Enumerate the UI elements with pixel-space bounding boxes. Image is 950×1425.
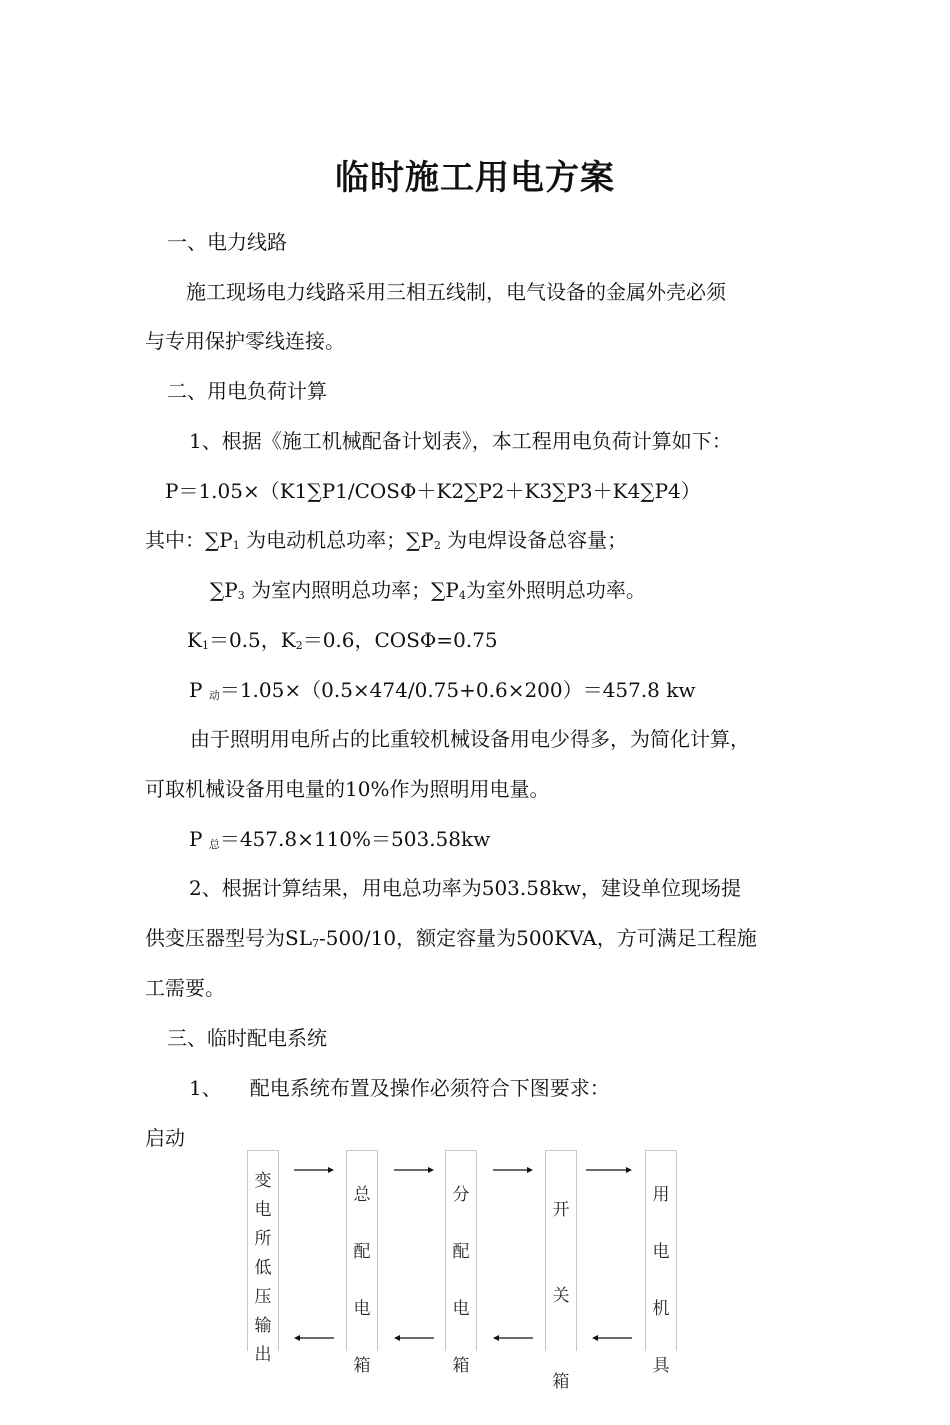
box-char: 压 <box>254 1287 272 1307</box>
coefficients-line <box>187 626 498 654</box>
box-char: 箱 <box>552 1372 570 1392</box>
definition-text: 为室外照明总功率。 <box>465 578 646 602</box>
power-subscript: 总 <box>208 838 220 851</box>
subscript: 2 <box>295 639 303 652</box>
section-1-heading: 一、电力线路 <box>167 230 287 254</box>
transformer-text: -500/10，额定容量为500KVA，方可满足工程施 <box>318 926 757 950</box>
section-2-item-2-line-1: 2、根据计算结果，用电总功率为503.58kw，建设单位现场提 <box>189 876 741 900</box>
subscript: 1 <box>232 539 240 552</box>
backward-arrow-icon <box>394 1333 434 1343</box>
subscript: 2 <box>433 539 441 552</box>
box-switch <box>545 1150 577 1392</box>
item-text: 配电系统布置及操作必须符合下图要求： <box>249 1076 610 1100</box>
box-char: 箱 <box>353 1356 371 1376</box>
box-char: 具 <box>652 1356 670 1376</box>
subscript: 1 <box>201 639 209 652</box>
total-power-calculation <box>189 825 490 859</box>
formula-definitions-line-2 <box>210 576 646 604</box>
subscript: 7 <box>311 937 319 950</box>
load-formula: P＝1.05×（K1∑P1/COSΦ＋K2∑P2＋K3∑P3＋K4∑P4） <box>165 479 701 503</box>
box-chars <box>546 1151 576 1425</box>
forward-arrow-icon <box>394 1165 434 1175</box>
section-1-paragraph-line-2: 与专用保护零线连接。 <box>145 329 345 353</box>
forward-arrow-icon <box>493 1165 533 1175</box>
item-number: 1、 <box>189 1076 222 1100</box>
definition-text: 为电动机总功率；∑P <box>239 528 434 552</box>
box-char: 分 <box>452 1185 470 1205</box>
box-char: 电 <box>353 1299 371 1319</box>
box-transformer-output <box>247 1150 279 1365</box>
section-3-heading: 三、临时配电系统 <box>167 1026 327 1050</box>
box-char: 用 <box>652 1185 670 1205</box>
forward-arrow-icon <box>586 1165 626 1175</box>
box-char: 电 <box>652 1242 670 1262</box>
box-char: 变 <box>254 1171 272 1191</box>
coefficient-text: ＝0.5，K <box>208 628 296 652</box>
box-chars <box>646 1151 676 1395</box>
backward-arrow-icon <box>493 1333 533 1343</box>
power-symbol: P <box>189 678 203 702</box>
box-chars <box>347 1151 377 1395</box>
formula-definitions-line-1 <box>145 526 627 554</box>
box-char: 箱 <box>452 1356 470 1376</box>
subscript: 4 <box>458 589 466 602</box>
box-char: 出 <box>254 1345 272 1365</box>
section-2-item-2-line-2 <box>145 924 757 952</box>
document-title: 临时施工用电方案 <box>335 158 615 198</box>
box-char: 总 <box>353 1185 371 1205</box>
transformer-text: 供变压器型号为SL <box>145 926 312 950</box>
power-calc-text: ＝1.05×（0.5×474/0.75+0.6×200）＝457.8 kw <box>219 678 696 702</box>
section-2-item-1: 1、根据《施工机械配备计划表》，本工程用电负荷计算如下： <box>189 429 732 453</box>
definition-text: ∑P <box>210 578 238 602</box>
box-sub-distribution <box>445 1150 477 1376</box>
section-2-heading: 二、用电负荷计算 <box>167 379 327 403</box>
box-char: 所 <box>254 1229 272 1249</box>
box-char: 低 <box>254 1258 272 1278</box>
box-equipment <box>645 1150 677 1376</box>
power-calc-text: ＝457.8×110%＝503.58kw <box>219 827 491 851</box>
box-chars <box>446 1151 476 1395</box>
section-2-item-2-line-3: 工需要。 <box>145 976 225 1000</box>
lighting-paragraph-line-2: 可取机械设备用电量的10%作为照明用电量。 <box>145 777 550 801</box>
forward-arrow-icon <box>294 1165 334 1175</box>
definition-text: 其中：∑P <box>145 528 233 552</box>
motor-power-calculation <box>189 676 695 710</box>
backward-arrow-icon <box>592 1333 632 1343</box>
box-char: 输 <box>254 1316 272 1336</box>
power-subscript: 动 <box>208 689 220 702</box>
section-1-paragraph-line-1: 施工现场电力线路采用三相五线制，电气设备的金属外壳必须 <box>186 280 726 304</box>
power-symbol: P <box>189 827 203 851</box>
box-char: 电 <box>452 1299 470 1319</box>
coefficient-text: ＝0.6，COSΦ=0.75 <box>302 628 498 652</box>
box-char: 关 <box>552 1286 570 1306</box>
box-char: 配 <box>452 1242 470 1262</box>
subscript: 3 <box>237 589 245 602</box>
box-main-distribution <box>346 1150 378 1376</box>
box-char: 配 <box>353 1242 371 1262</box>
box-chars <box>248 1151 278 1370</box>
definition-text: 为室内照明总功率；∑P <box>244 578 459 602</box>
lighting-paragraph-line-1: 由于照明用电所占的比重较机械设备用电少得多，为简化计算， <box>190 727 750 751</box>
box-char: 开 <box>552 1200 570 1220</box>
definition-text: 为电焊设备总容量； <box>440 528 628 552</box>
backward-arrow-icon <box>294 1333 334 1343</box>
box-char: 电 <box>254 1200 272 1220</box>
coefficient-text: K <box>187 628 202 652</box>
diagram-start-label: 启动 <box>145 1126 185 1150</box>
box-char: 机 <box>652 1299 670 1319</box>
section-3-item-1 <box>189 1074 610 1102</box>
